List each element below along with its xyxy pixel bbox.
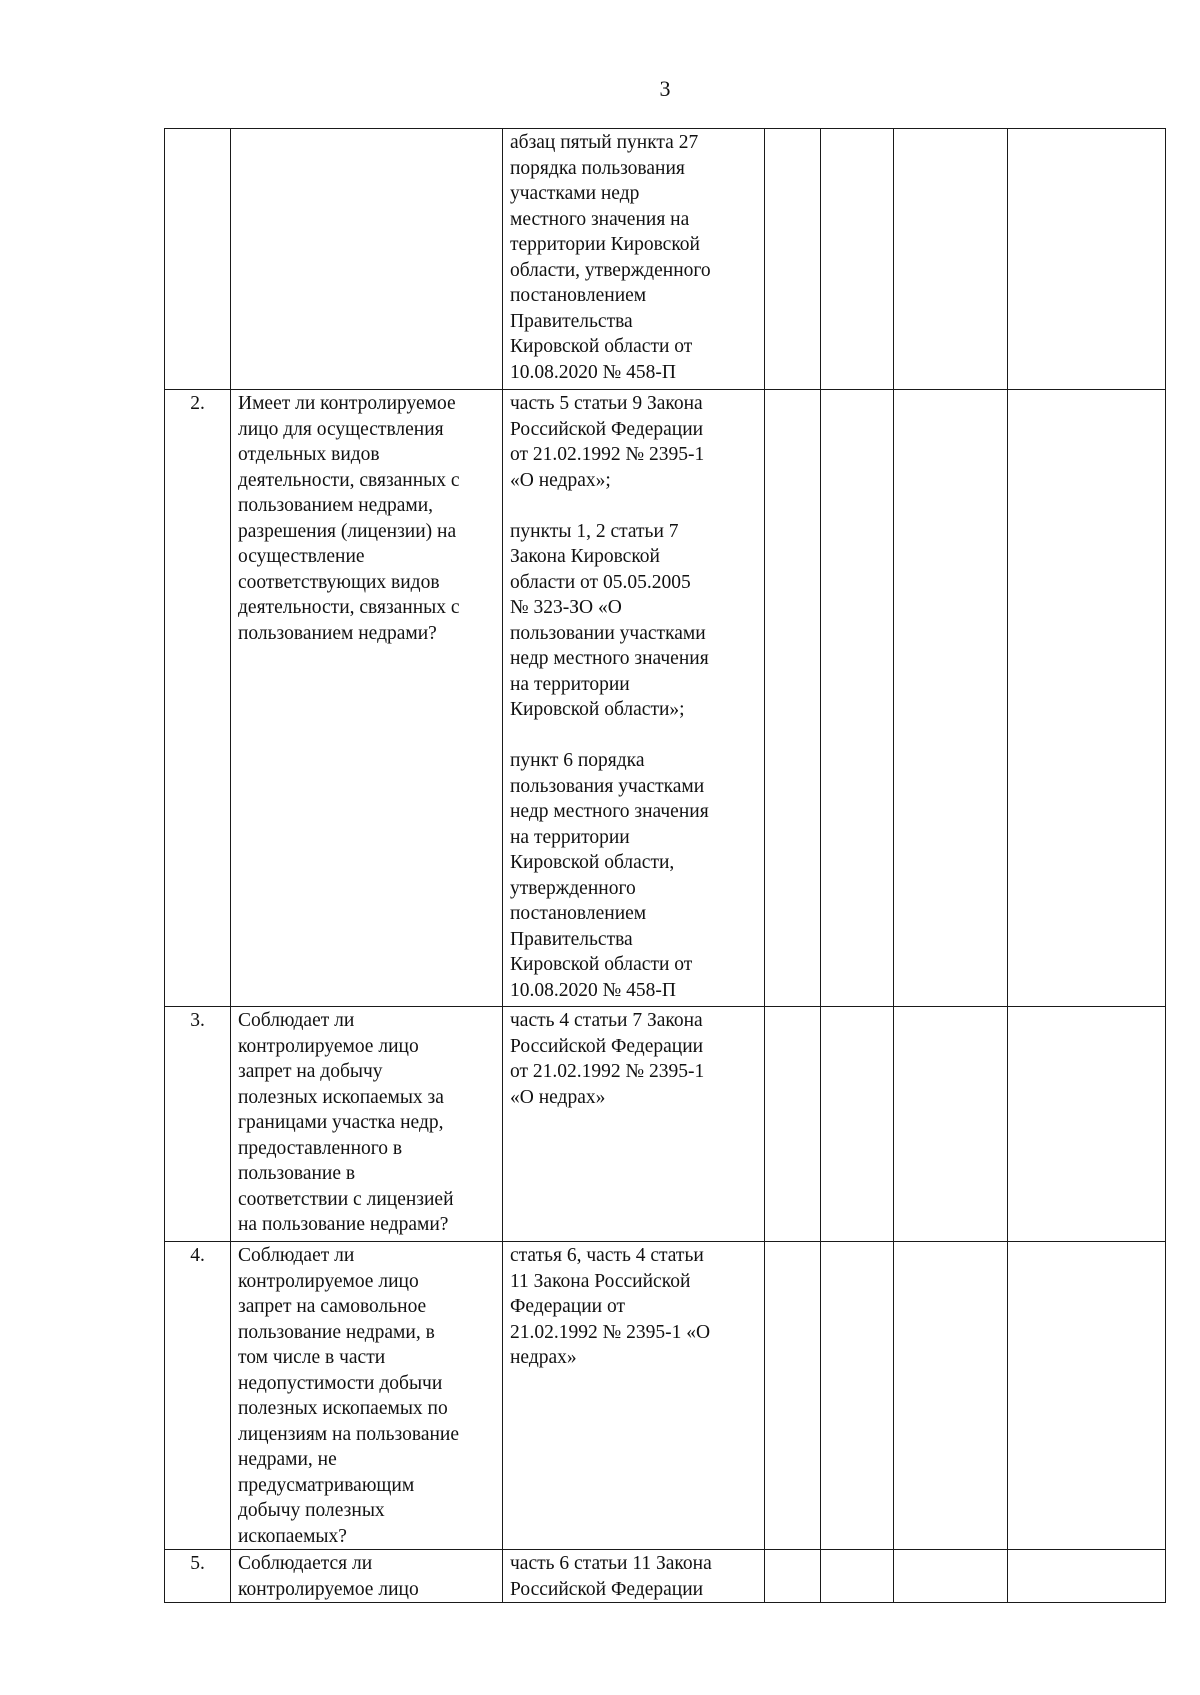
answer-na-cell xyxy=(894,1550,1008,1603)
note-cell xyxy=(1008,129,1166,390)
answer-yes-cell xyxy=(765,1242,821,1550)
answer-yes-cell xyxy=(765,129,821,390)
table-row xyxy=(165,129,1166,390)
legal-basis-cell: часть 4 статьи 7 Закона Российской Федерации от 21.02.1992 № 2395-1 «О недрах» xyxy=(503,1007,765,1242)
row-number-cell: 4. xyxy=(165,1242,231,1550)
row-number-cell xyxy=(165,129,231,390)
answer-no-cell xyxy=(821,129,894,390)
legal-basis-cell: часть 5 статьи 9 Закона Российской Федерации от 21.02.1992 № 2395-1 «О недрах»; пункты 1, 2 статьи 7 Закона Кировской области от 05.05.2005 № 323-ЗО «О пользовании участками недр местного значения на территории Кировской области»; пункт 6 порядка пользования участками недр местного значения на территории Кировской области, утвержденного постановлением Правительства Кировской области от 10.08.2020 № 458-П xyxy=(503,390,765,1007)
note-cell xyxy=(1008,1242,1166,1550)
row-number-cell: 2. xyxy=(165,390,231,1007)
answer-no-cell xyxy=(821,1550,894,1603)
row-number-cell: 5. xyxy=(165,1550,231,1603)
question-cell: Соблюдается ли контролируемое лицо xyxy=(231,1550,503,1603)
legal-basis-cell: статья 6, часть 4 статьи 11 Закона Российской Федерации от 21.02.1992 № 2395-1 «О недрах» xyxy=(503,1242,765,1550)
note-cell xyxy=(1008,1550,1166,1603)
answer-no-cell xyxy=(821,390,894,1007)
answer-na-cell xyxy=(894,390,1008,1007)
question-cell: Имеет ли контролируемое лицо для осуществления отдельных видов деятельности, связанных с пользованием недрами, разрешения (лицензии) на осуществление соответствующих видов деятельности, связанных с пользованием недрами? xyxy=(231,390,503,1007)
answer-yes-cell xyxy=(765,1550,821,1603)
table-row xyxy=(165,1550,1166,1603)
row-number-cell: 3. xyxy=(165,1007,231,1242)
answer-no-cell xyxy=(821,1007,894,1242)
answer-no-cell xyxy=(821,1242,894,1550)
legal-basis-cell: часть 6 статьи 11 Закона Российской Федерации xyxy=(503,1550,765,1603)
question-cell: Соблюдает ли контролируемое лицо запрет на самовольное пользование недрами, в том числе в части недопустимости добычи полезных ископаемых по лицензиям на пользование недрами, не предусматривающим добычу полезных ископаемых? xyxy=(231,1242,503,1550)
question-cell xyxy=(231,129,503,390)
legal-basis-cell: абзац пятый пункта 27 порядка пользования участками недр местного значения на территории Кировской области, утвержденного постановлением Правительства Кировской области от 10.08.2020 № 458-П xyxy=(503,129,765,390)
page-number: 3 xyxy=(659,76,671,101)
answer-na-cell xyxy=(894,1242,1008,1550)
table-row xyxy=(165,1007,1166,1242)
answer-na-cell xyxy=(894,1007,1008,1242)
note-cell xyxy=(1008,390,1166,1007)
answer-yes-cell xyxy=(765,1007,821,1242)
question-cell: Соблюдает ли контролируемое лицо запрет на добычу полезных ископаемых за границами участка недр, предоставленного в пользование в соответствии с лицензией на пользование недрами? xyxy=(231,1007,503,1242)
table-row xyxy=(165,1242,1166,1550)
table-row xyxy=(165,390,1166,1007)
checklist-table xyxy=(164,128,1166,1603)
answer-yes-cell xyxy=(765,390,821,1007)
note-cell xyxy=(1008,1007,1166,1242)
answer-na-cell xyxy=(894,129,1008,390)
